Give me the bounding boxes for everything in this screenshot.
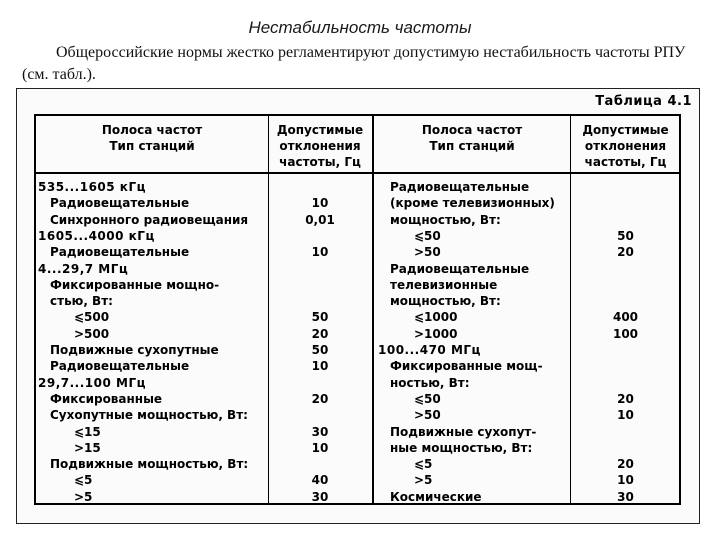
- header-deviation-left: [268, 122, 372, 170]
- right-row-label: телевизионные: [390, 277, 498, 292]
- header-line: отклонения: [584, 139, 667, 153]
- header-line: Полоса частот: [101, 123, 203, 137]
- right-row-label: ностью, Вт:: [390, 375, 470, 390]
- left-row-label: >5: [74, 489, 93, 504]
- left-row-label: Синхронного радиовещания: [50, 212, 249, 227]
- left-deviation-value: 10: [311, 359, 329, 374]
- right-band-heading: 100...470 МГц: [378, 343, 481, 357]
- right-row-label: >5: [414, 473, 433, 488]
- left-row-label: Подвижные сухопутные: [50, 343, 219, 357]
- header-line: Тип станций: [429, 139, 515, 153]
- slide-title: Нестабильность частоты: [248, 18, 472, 37]
- table-caption: Таблица 4.1: [595, 94, 692, 109]
- right-row-label: >50: [414, 245, 441, 260]
- right-deviation-value: 400: [612, 310, 639, 325]
- right-deviation-value: 20: [617, 391, 634, 406]
- left-row-label: Радиовещательные: [50, 359, 190, 374]
- left-deviation-value: 30: [311, 489, 329, 504]
- left-row-label: Радиовещательные: [50, 196, 190, 211]
- left-deviation-value: 50: [311, 310, 329, 325]
- column-divider: [268, 116, 269, 503]
- right-row-label: мощностью, Вт:: [390, 294, 501, 309]
- column-divider-center: [372, 116, 374, 503]
- right-row-label: Фиксированные мощ-: [390, 359, 543, 374]
- right-deviation-value: 10: [617, 473, 634, 488]
- left-row-label: Радиовещательные: [50, 245, 190, 260]
- left-deviation-value: 20: [311, 391, 329, 406]
- right-deviation-value: 20: [617, 457, 634, 472]
- header-line: Допустимые: [276, 123, 364, 137]
- left-deviation-value: 0,01: [305, 212, 335, 227]
- left-deviation-value: 50: [311, 343, 329, 357]
- left-deviation-value: 20: [311, 326, 329, 341]
- header-deviation-right: [572, 122, 679, 170]
- left-row-label: >500: [74, 326, 110, 341]
- intro-paragraph: Общероссийские нормы жестко регламентируют допустимую нестабильность частоты РПУ (см. табл.).: [22, 44, 686, 83]
- left-deviation-value: 10: [311, 440, 329, 455]
- left-deviation-value: 10: [311, 245, 329, 260]
- left-deviation-value: 30: [311, 424, 329, 439]
- right-deviation-value: 100: [612, 326, 639, 341]
- right-row-label: ные мощностью, Вт:: [390, 440, 533, 455]
- right-row-label: Радиовещательные: [390, 180, 530, 194]
- left-row-label: Фиксированные мощно-: [50, 277, 220, 292]
- right-deviation-value: 10: [617, 408, 634, 423]
- right-row-label: ⩽50: [414, 228, 441, 243]
- left-band-heading: 4...29,7 МГц: [38, 261, 129, 276]
- left-row-label: Фиксированные: [50, 391, 163, 406]
- right-row-label: мощностью, Вт:: [390, 212, 501, 227]
- table-header: [36, 116, 679, 174]
- header-line: Полоса частот: [421, 123, 523, 137]
- left-row-label: >15: [74, 440, 101, 455]
- left-row-label: Подвижные мощностью, Вт:: [50, 457, 249, 472]
- right-deviation-value: 50: [617, 228, 634, 243]
- left-band-heading: 535...1605 кГц: [38, 180, 146, 194]
- left-row-label: ⩽5: [74, 473, 93, 488]
- left-band-heading: 1605...4000 кГц: [38, 228, 155, 243]
- header-line: частоты, Гц: [584, 155, 667, 169]
- left-deviation-value: 10: [311, 196, 329, 211]
- frequency-deviation-table: [34, 114, 681, 505]
- header-line: частоты, Гц: [279, 155, 361, 169]
- left-deviation-value: 40: [311, 473, 329, 488]
- header-line: отклонения: [279, 139, 361, 153]
- right-row-label: Радиовещательные: [390, 261, 530, 276]
- right-row-label: ⩽5: [414, 457, 433, 472]
- left-row-label: ⩽15: [74, 424, 101, 439]
- right-row-label: ⩽50: [414, 391, 441, 406]
- left-row-label: ⩽500: [74, 310, 110, 325]
- right-row-label: >50: [414, 408, 441, 423]
- right-row-label: Космические: [390, 489, 482, 504]
- right-row-label: ⩽1000: [414, 310, 458, 325]
- right-row-label: (кроме телевизионных): [390, 196, 555, 211]
- right-row-label: >1000: [414, 326, 458, 341]
- right-deviation-value: 20: [617, 245, 634, 260]
- header-line: Допустимые: [582, 123, 669, 137]
- header-band-type-left: [36, 122, 268, 154]
- header-band-type-right: [374, 122, 570, 154]
- left-band-heading: 29,7...100 МГц: [38, 375, 146, 390]
- column-divider: [570, 116, 571, 503]
- left-row-label: стью, Вт:: [50, 294, 113, 309]
- header-line: Тип станций: [109, 139, 195, 153]
- left-row-label: Сухопутные мощностью, Вт:: [50, 408, 248, 423]
- right-deviation-value: 30: [617, 489, 634, 504]
- right-row-label: Подвижные сухопут-: [390, 424, 537, 439]
